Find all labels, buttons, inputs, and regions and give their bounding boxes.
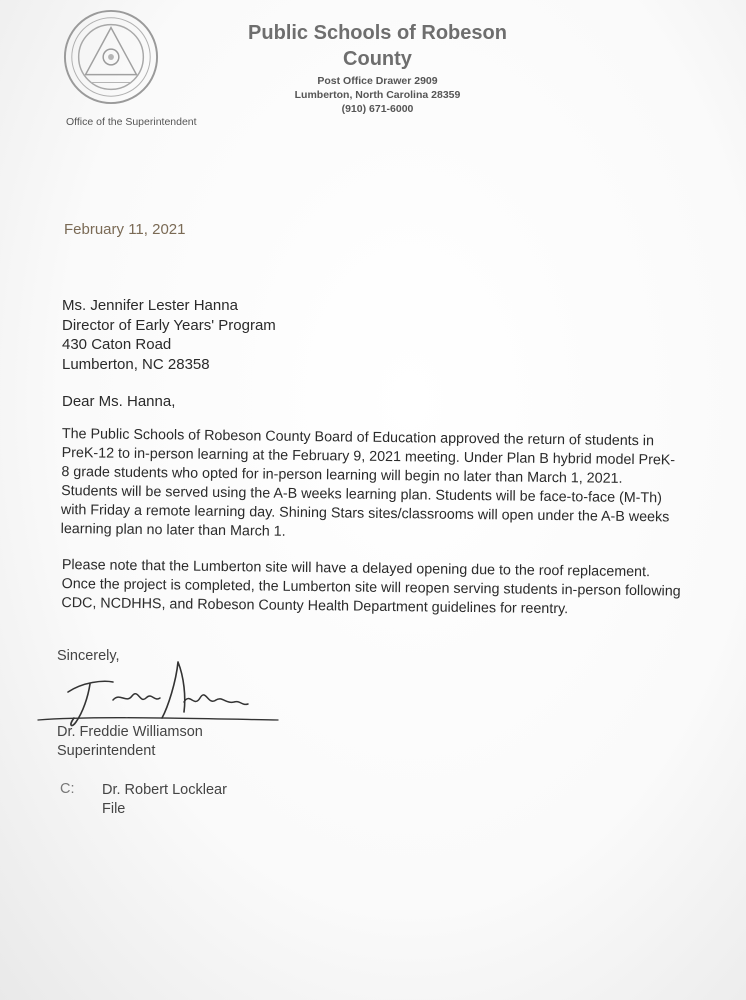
signer-title: Superintendent [57, 743, 156, 759]
office-label: Office of the Superintendent [66, 116, 197, 128]
cc-list [102, 781, 227, 819]
closing: Sincerely, [57, 648, 120, 664]
organization-name-line2: County [343, 48, 412, 70]
recipient-title: Director of Early Years' Program [62, 316, 276, 334]
recipient-block [62, 296, 276, 374]
salutation: Dear Ms. Hanna, [62, 393, 176, 410]
organization-address [255, 74, 500, 116]
body-paragraph-1-text: The Public Schools of Robeson County Board of Education approved the return of students in PreK-12 to in-person learning at the February 9, 2021 meeting. Under Plan B hybrid model PreK-8 grade students who opted for in-person learning will begin no later than March 1, 2021. Students will be served using the A-B weeks learning plan. Students will be face-to-face (M-Th) with Friday a remote learning day. Shining Stars sites/classrooms will open under the A-B weeks learning plan no later than March 1. [60, 425, 676, 540]
cc-entry: Dr. Robert Locklear [102, 782, 227, 798]
body-paragraph-1 [61, 425, 682, 547]
cc-label: C: [60, 781, 75, 797]
address-line2: Lumberton, North Carolina 28359 [294, 89, 461, 101]
district-seal-icon [62, 8, 160, 106]
recipient-name: Ms. Jennifer Lester Hanna [62, 297, 238, 314]
phone-number: (910) 671-6000 [341, 103, 414, 115]
address-line1: Post Office Drawer 2909 [317, 75, 438, 87]
signature-mark [28, 652, 283, 734]
signer-name: Dr. Freddie Williamson [57, 724, 203, 740]
cc-entry: File [102, 801, 126, 817]
body-paragraph-2 [61, 556, 682, 621]
letter-date: February 11, 2021 [64, 221, 186, 238]
signer-block [57, 723, 203, 761]
recipient-street: 430 Caton Road [62, 336, 172, 353]
organization-name-line1: Public Schools of Robeson [248, 22, 507, 44]
body-paragraph-2-text: Please note that the Lumberton site will have a delayed opening due to the roof replacement. Once the project is completed, the Lumberton site will reopen serving students in-person following CDC, NCDHHS, and Robeson County Health Department guidelines for reentry. [61, 556, 681, 618]
organization-name [205, 20, 550, 72]
recipient-city: Lumberton, NC 28358 [62, 355, 210, 373]
